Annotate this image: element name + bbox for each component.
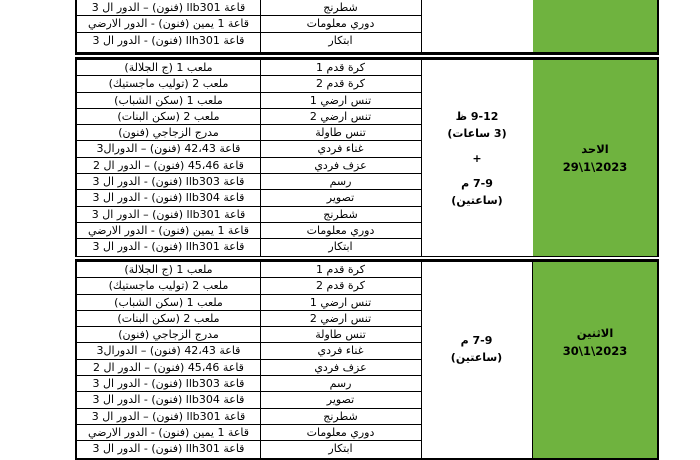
location-column xyxy=(77,262,261,458)
activity-cell: دوري معلومات xyxy=(260,425,421,441)
location-cell: مدرج الزجاجي (فنون) xyxy=(77,125,260,141)
location-cell: قاعة 1 يمين (فنون) - الدور الارضي xyxy=(77,16,260,32)
location-cell: قاعة llh301 (فنون) - الدور ال 3 xyxy=(92,442,245,456)
location-cell: قاعة llb301 (فنون) – الدور ال 3 xyxy=(77,409,260,425)
location-cell: قاعة llh301 (فنون) - الدور ال 3 xyxy=(92,240,245,254)
time-plus: + xyxy=(472,151,482,165)
location-cell: قاعة 45،46 (فنون) – الدور ال 2 xyxy=(77,158,260,174)
activity-cell: ابتكار xyxy=(328,240,353,254)
time-range: 9-12 ظ xyxy=(455,109,499,123)
activity-cell: تنس ارضي 2 xyxy=(260,109,421,125)
activity-cell: شطرنج xyxy=(260,207,421,223)
location-cell: قاعة llb303 (فنون) - الدور ال 3 xyxy=(77,174,260,190)
location-cell: ملعب 2 (توليب ماجستيك) xyxy=(77,278,260,294)
location-cell: قاعة 42،43 (فنون) – الدورال3 xyxy=(77,141,260,157)
location-cell: قاعة 1 يمين (فنون) - الدور الارضي xyxy=(77,223,260,239)
location-cell: مدرج الزجاجي (فنون) xyxy=(77,327,260,343)
activity-cell: كرة قدم 1 xyxy=(260,60,421,76)
activity-cell: تنس طاولة xyxy=(260,327,421,343)
location-cell: قاعة llh301 (فنون) - الدور ال 3 xyxy=(92,33,245,47)
location-cell: ملعب 2 (توليب ماجستيك) xyxy=(77,76,260,92)
activity-cell: رسم xyxy=(260,174,421,190)
location-cell: قاعة llb301 (فنون) – الدور ال 3 xyxy=(77,207,260,223)
schedule-block-monday xyxy=(75,260,659,460)
location-cell: ملعب 2 (سكن البنات) xyxy=(77,311,260,327)
location-cell: قاعة llb304 (فنون) - الدور ال 3 xyxy=(77,190,260,206)
day-date: 2023\1\30 xyxy=(562,344,628,358)
location-cell: ملعب 1 (ج الجلالة) xyxy=(77,60,260,76)
activity-cell: غناء فردي xyxy=(260,141,421,157)
activity-cell: تصوير xyxy=(260,190,421,206)
time-range: 7-9 م xyxy=(460,334,493,347)
activity-cell: رسم xyxy=(260,376,421,392)
location-cell: ملعب 2 (سكن البنات) xyxy=(77,109,260,125)
location-column xyxy=(77,0,261,52)
day-cell xyxy=(533,262,657,458)
activity-cell: عزف فردي xyxy=(260,360,421,376)
location-cell: قاعة llb301 (فنون) – الدور ال 3 xyxy=(77,0,260,16)
day-cell xyxy=(533,60,657,256)
location-cell: ملعب 1 (سكن الشباب) xyxy=(77,93,260,109)
activity-cell: كرة قدم 1 xyxy=(260,262,421,278)
activity-cell: شطرنج xyxy=(260,0,421,16)
activity-cell: كرة قدم 2 xyxy=(260,278,421,294)
activity-cell: تصوير xyxy=(260,392,421,408)
activity-cell: عزف فردي xyxy=(260,158,421,174)
day-cell xyxy=(533,0,657,52)
day-name: الاحد xyxy=(581,142,609,156)
schedule-block-previous xyxy=(75,0,659,54)
activity-cell: دوري معلومات xyxy=(260,16,421,32)
day-date: 2023\1\29 xyxy=(562,160,628,174)
activity-cell: ابتكار xyxy=(328,442,353,456)
time-cell xyxy=(421,0,534,52)
activity-column xyxy=(260,0,422,52)
activity-cell: تنس ارضي 1 xyxy=(260,295,421,311)
activity-column xyxy=(260,60,422,256)
time-cell xyxy=(421,262,533,458)
time-duration: (3 ساعات) xyxy=(447,126,507,140)
location-cell: ملعب 1 (سكن الشباب) xyxy=(77,295,260,311)
day-name: الاثنين xyxy=(576,326,614,340)
time-duration: (ساعتين) xyxy=(450,351,503,364)
activity-cell: ابتكار xyxy=(328,33,353,47)
activity-cell: شطرنج xyxy=(260,409,421,425)
time-range: 7-9 م xyxy=(461,176,493,190)
location-cell: قاعة 42،43 (فنون) – الدورال3 xyxy=(77,343,260,359)
location-cell: قاعة llb303 (فنون) - الدور ال 3 xyxy=(77,376,260,392)
activity-cell: تنس ارضي 1 xyxy=(260,93,421,109)
schedule-block-sunday xyxy=(75,58,659,258)
activity-column xyxy=(260,262,422,458)
location-column xyxy=(77,60,261,256)
location-cell: قاعة 45،46 (فنون) – الدور ال 2 xyxy=(77,360,260,376)
activity-cell: تنس ارضي 2 xyxy=(260,311,421,327)
activity-cell: غناء فردي xyxy=(260,343,421,359)
location-cell: ملعب 1 (ج الجلالة) xyxy=(77,262,260,278)
time-cell xyxy=(421,60,534,256)
location-cell: قاعة llb304 (فنون) - الدور ال 3 xyxy=(77,392,260,408)
time-duration: (ساعتين) xyxy=(451,193,503,207)
activity-cell: تنس طاولة xyxy=(260,125,421,141)
location-cell: قاعة 1 يمين (فنون) - الدور الارضي xyxy=(77,425,260,441)
activity-cell: كرة قدم 2 xyxy=(260,76,421,92)
activity-cell: دوري معلومات xyxy=(260,223,421,239)
